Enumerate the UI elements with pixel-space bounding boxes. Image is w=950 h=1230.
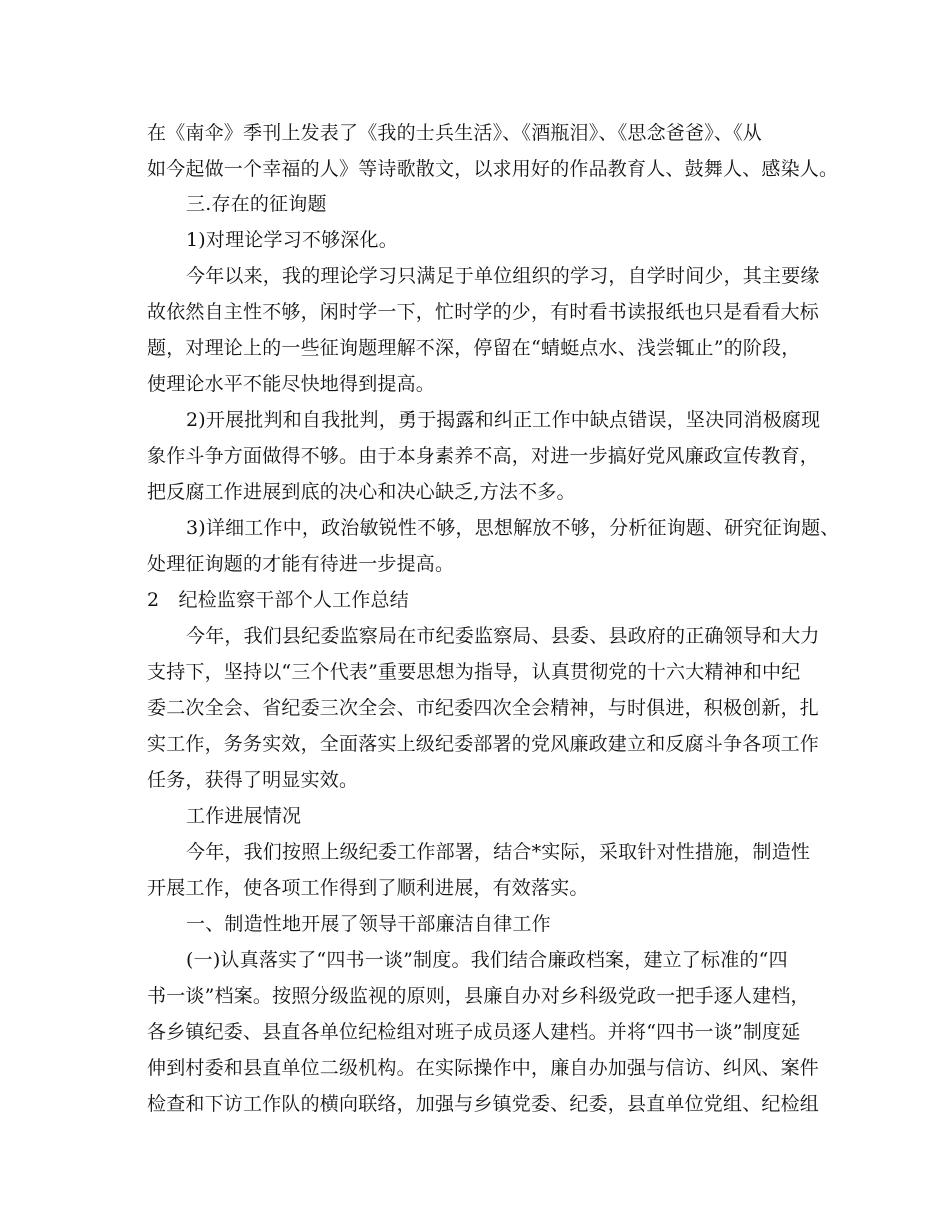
text-line: 今年，我们县纪委监察局在市纪委监察局、县委、县政府的正确领导和大力 bbox=[186, 625, 820, 647]
text-line: 检查和下访工作队的横向联络，加强与乡镇党委、纪委，县直单位党组、纪检组 bbox=[147, 1093, 820, 1115]
text-line: 支持下，坚持以“三个代表”重要思想为指导，认真贯彻党的十六大精神和中纪 bbox=[147, 661, 801, 683]
article-title: 2 纪检监察干部个人工作总结 bbox=[147, 589, 409, 611]
text-line: 任务，获得了明显实效。 bbox=[147, 769, 359, 791]
text-line: 伸到村委和县直单位二级机构。在实际操作中，廉自办加强与信访、纠风、案件 bbox=[147, 1057, 820, 1079]
subsection-heading: 1)对理论学习不够深化。 bbox=[186, 229, 398, 251]
section-heading: 工作进展情况 bbox=[186, 805, 302, 827]
text-line: 把反腐工作进展到底的决心和决心缺乏,方法不多。 bbox=[147, 481, 576, 503]
text-line: 3)详细工作中，政治敏锐性不够，思想解放不够，分析征询题、研究征询题、 bbox=[186, 517, 840, 539]
text-line: 象作斗争方面做得不够。由于本身素养不高，对进一步搞好党风廉政宣传教育， bbox=[147, 445, 820, 467]
text-line: 题，对理论上的一些征询题理解不深，停留在“蜻蜓点水、浅尝辄止”的阶段， bbox=[147, 337, 801, 359]
text-line: 今年以来，我的理论学习只满足于单位组织的学习，自学时间少，其主要缘 bbox=[186, 265, 820, 287]
text-line: 如今起做一个幸福的人》等诗歌散文，以求用好的作品教育人、鼓舞人、感染人。 bbox=[147, 158, 839, 180]
text-line: 2)开展批判和自我批判，勇于揭露和纠正工作中缺点错误，坚决同消极腐现 bbox=[186, 409, 821, 431]
section-heading: 一、制造性地开展了领导干部廉洁自律工作 bbox=[186, 913, 551, 935]
text-line: 各乡镇纪委、县直各单位纪检组对班子成员逐人建档。并将“四书一谈”制度延 bbox=[147, 1021, 801, 1043]
text-line: 在《南伞》季刊上发表了《我的士兵生活》、《酒瓶泪》、《思念爸爸》、《从 bbox=[147, 122, 763, 144]
text-line: 实工作，务务实效，全面落实上级纪委部署的党风廉政建立和反腐斗争各项工作 bbox=[147, 733, 820, 755]
text-line: 使理论水平不能尽快地得到提高。 bbox=[147, 373, 436, 395]
section-heading: 三.存在的征询题 bbox=[186, 193, 327, 215]
text-line: 今年，我们按照上级纪委工作部署，结合*实际，采取针对性措施，制造性 bbox=[186, 841, 811, 863]
text-line: 书一谈”档案。按照分级监视的原则，县廉自办对乡科级党政一把手逐人建档， bbox=[147, 985, 810, 1007]
text-line: 委二次全会、省纪委三次全会、市纪委四次全会精神，与时俱进，积极创新，扎 bbox=[147, 697, 820, 719]
text-line: 故依然自主性不够，闲时学一下，忙时学的少，有时看书读报纸也只是看看大标 bbox=[147, 301, 820, 323]
text-line: 开展工作，使各项工作得到了顺利进展，有效落实。 bbox=[147, 877, 589, 899]
text-line: (一)认真落实了“四书一谈”制度。我们结合廉政档案，建立了标准的“四 bbox=[186, 949, 788, 971]
text-line: 处理征询题的才能有待进一步提高。 bbox=[147, 553, 455, 575]
